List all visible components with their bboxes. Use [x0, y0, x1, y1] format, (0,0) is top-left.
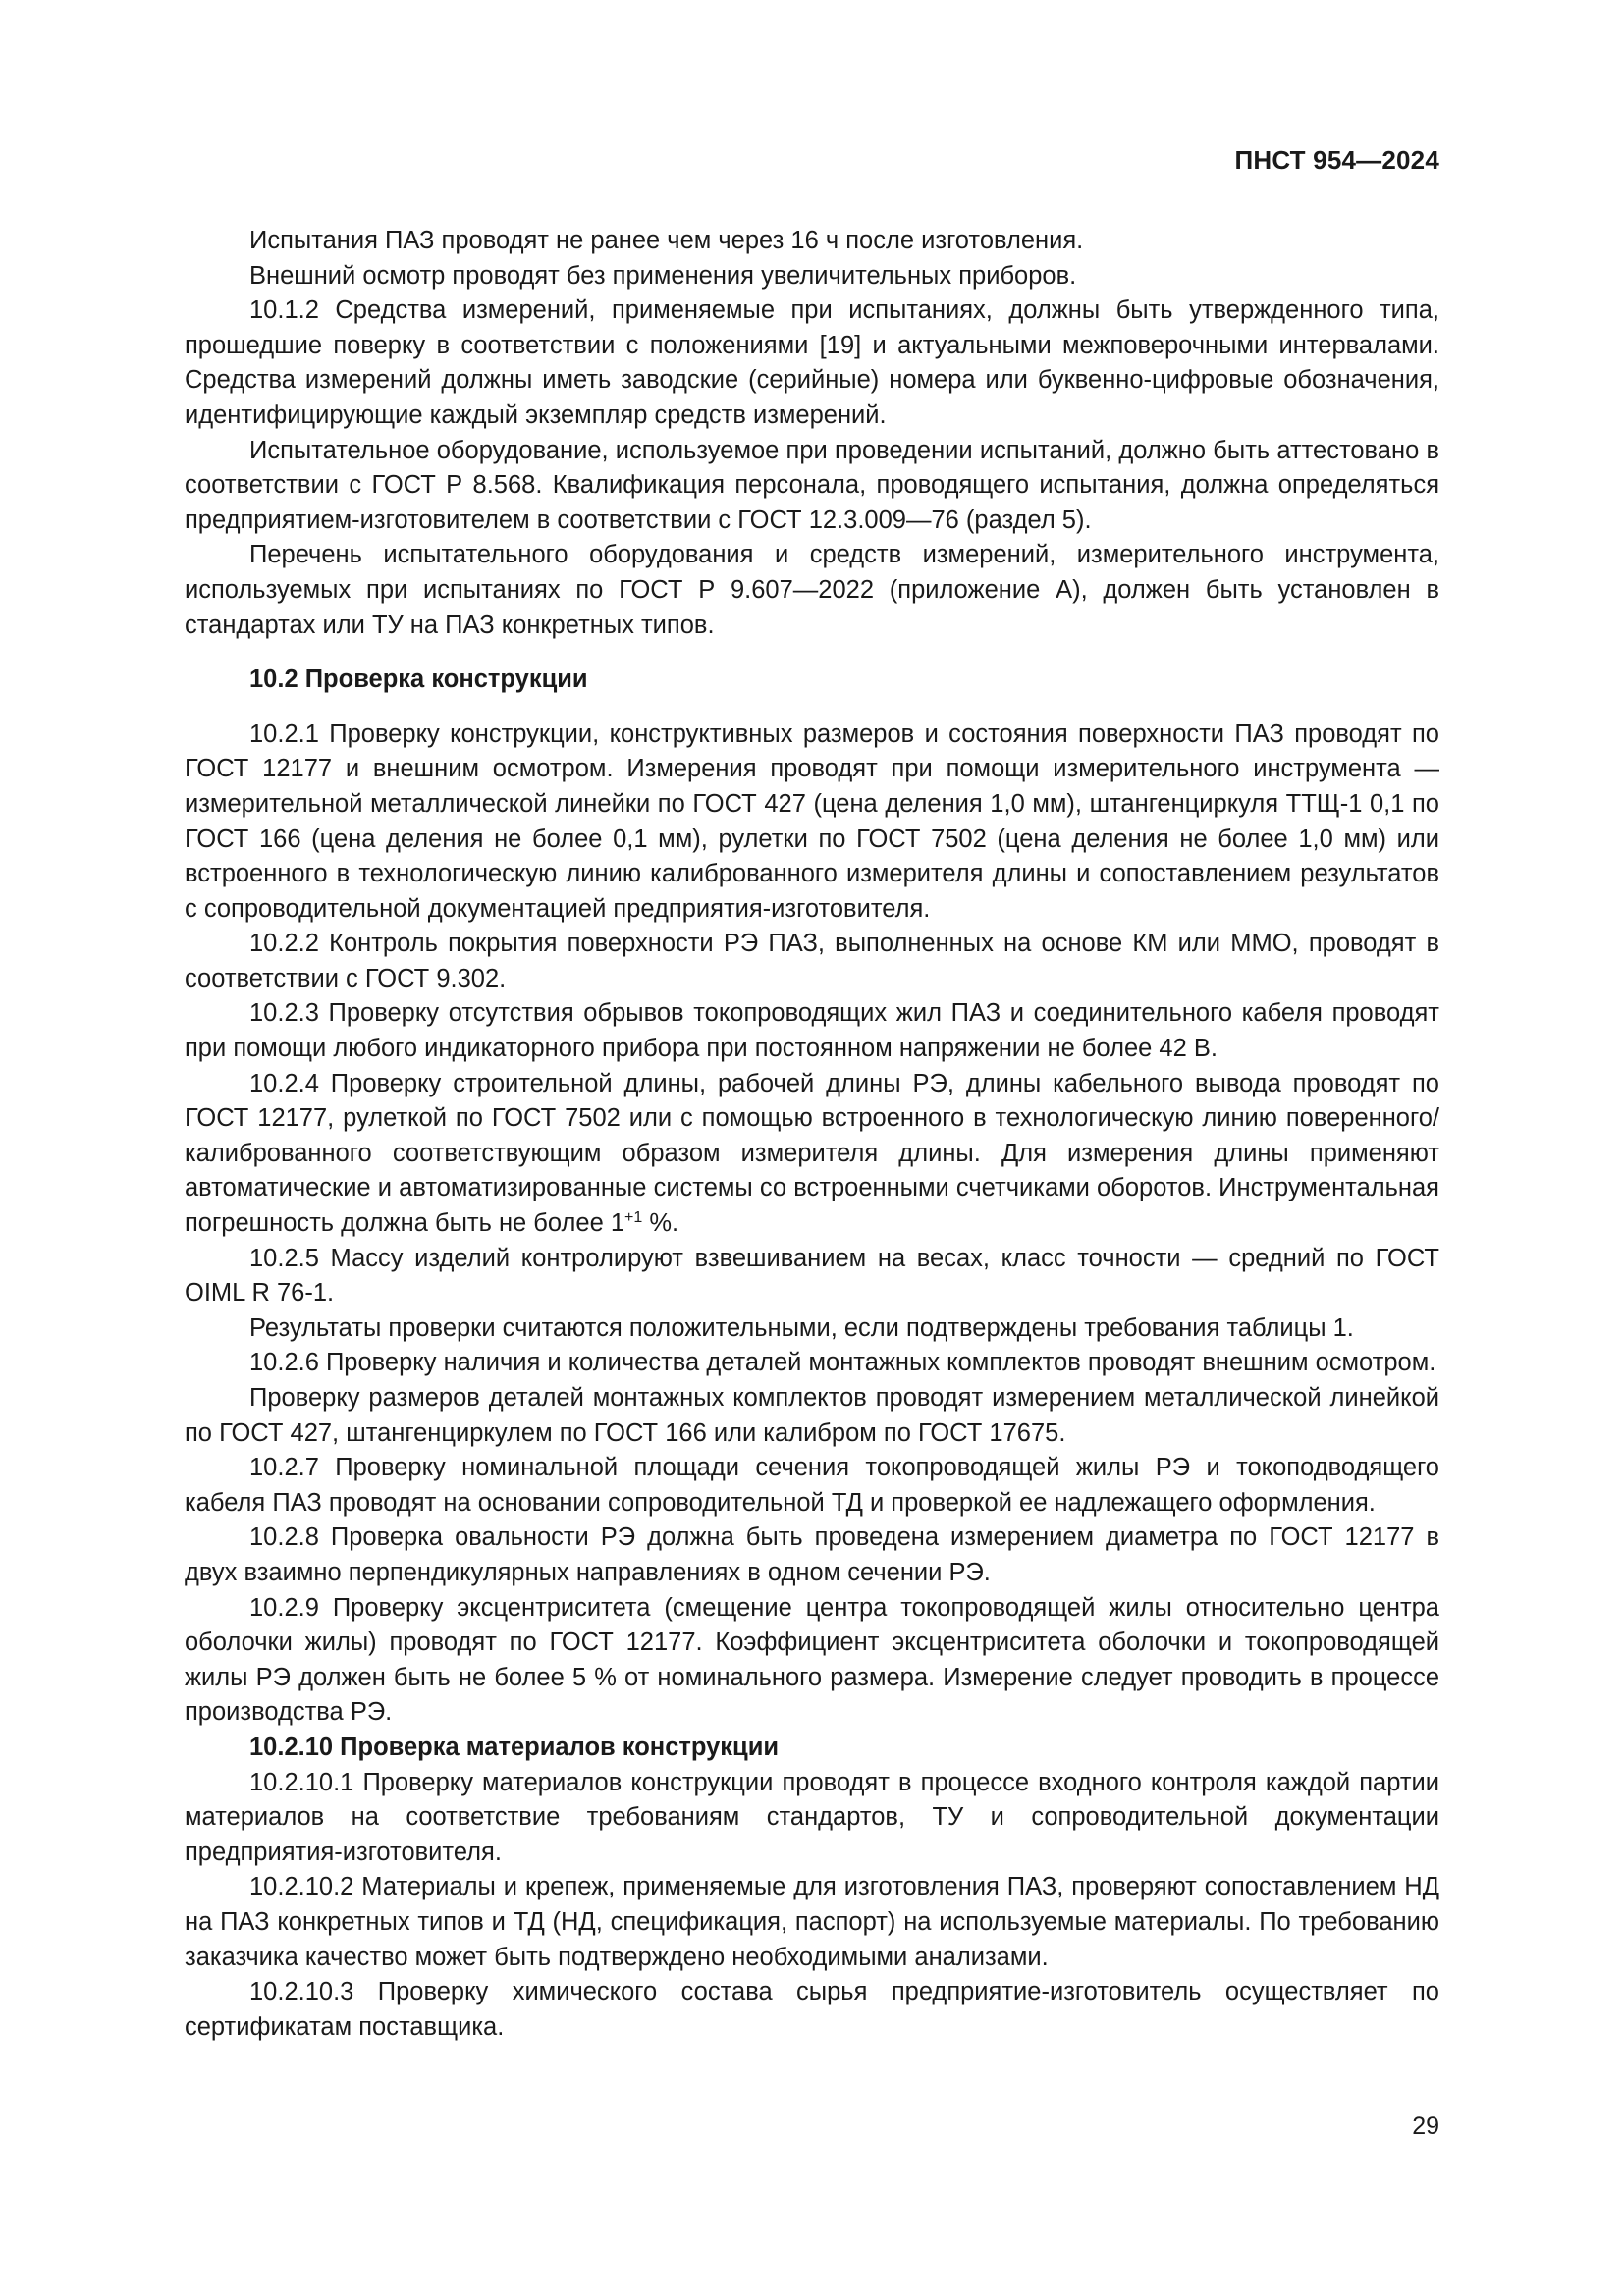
paragraph-10-2-9: 10.2.9 Проверку эксцентриситета (смещение центра токопроводящей жилы относительно центра оболочки жилы) проводят по ГОСТ 12177. Коэффициент эксцентриситета оболочки и токопроводящей жилы РЭ должен быть не более 5 % от номинального размера. Измерение следует проводить в процессе производства РЭ.: [185, 1593, 1439, 1727]
paragraph-10-2-1: 10.2.1 Проверку конструкции, конструктивных размеров и состояния поверхности ПАЗ проводят по ГОСТ 12177 и внешним осмотром. Измерения проводят при помощи измерительного инструмента — измерительной металлической линейки по ГОСТ 427 (цена деления 1,0 мм), штангенциркуля ТТЩ-1 0,1 по ГОСТ 166 (цена деления не более 0,1 мм), рулетки по ГОСТ 7502 (цена деления не более 1,0 мм) или встроенного в технологическую линию калиброванного измерителя длины и сопоставлением результатов с сопроводительной документацией предприятия-изготовителя.: [185, 720, 1439, 923]
paragraph-10-2-10-1: 10.2.10.1 Проверку материалов конструкции проводят в процессе входного контроля каждой партии материалов на соответствие требованиям стандартов, ТУ и сопроводительной документации предприятия-изготовителя.: [185, 1768, 1439, 1866]
document-id-header: ПНСТ 954—2024: [1234, 145, 1439, 175]
section-heading-10-2: 10.2 Проверка конструкции: [249, 666, 588, 694]
page-body: [185, 224, 1439, 2045]
paragraph-10-2-10-3: 10.2.10.3 Проверку химического состава сырья предприятие-изготовитель осуществляет по сертификатам поставщика.: [185, 1978, 1439, 2041]
page-number: 29: [1412, 2112, 1439, 2140]
paragraph-10-2-5: 10.2.5 Массу изделий контролируют взвешиванием на весах, класс точности — средний по ГОСТ OIML R 76-1.: [185, 1244, 1439, 1308]
superscript-tolerance: +1: [624, 1209, 643, 1227]
paragraph: Испытательное оборудование, используемое при проведении испытаний, должно быть аттестовано в соответствии с ГОСТ Р 8.568. Квалификация персонала, проводящего испытания, должна определяться предприятием-изготовителем в соответствии с ГОСТ 12.3.009—76 (раздел 5).: [185, 436, 1439, 534]
paragraph-text: 10.2.4 Проверку строительной длины, рабочей длины РЭ, длины кабельного вывода проводят по ГОСТ 12177, рулеткой по ГОСТ 7502 или с помощью встроенного в технологическую линию поверенного/калиброванного соответствующим образом измерителя длины. Для измерения длины применяют автоматические и автоматизированные системы со встроенными счетчиками оборотов. Инструментальная погрешность должна быть не более 1: [185, 1069, 1439, 1238]
paragraph-results: Результаты проверки считаются положительными, если подтверждены требования таблицы 1.: [249, 1313, 1354, 1342]
paragraph: Испытания ПАЗ проводят не ранее чем через 16 ч после изготовления.: [249, 227, 1084, 254]
paragraph-sizes: Проверку размеров деталей монтажных комплектов проводят измерением металлической линейкой по ГОСТ 427, штангенциркулем по ГОСТ 166 или калибром по ГОСТ 17675.: [185, 1384, 1439, 1447]
paragraph-10-2-6: 10.2.6 Проверку наличия и количества деталей монтажных комплектов проводят внешним осмотром.: [249, 1349, 1436, 1377]
paragraph-10-2-8: 10.2.8 Проверка овальности РЭ должна быть проведена измерением диаметра по ГОСТ 12177 в двух взаимно перпендикулярных направлениях в одном сечении РЭ.: [185, 1523, 1439, 1586]
paragraph-10-2-7: 10.2.7 Проверку номинальной площади сечения токопроводящей жилы РЭ и токоподводящего кабеля ПАЗ проводят на основании сопроводительной ТД и проверкой ее надлежащего оформления.: [185, 1454, 1439, 1517]
paragraph: Перечень испытательного оборудования и средств измерений, измерительного инструмента, используемых при испытаниях по ГОСТ Р 9.607—2022 (приложение А), должен быть установлен в стандартах или ТУ на ПАЗ конкретных типов.: [185, 541, 1439, 639]
paragraph-text-end: %.: [642, 1209, 679, 1238]
paragraph-10-2-2: 10.2.2 Контроль покрытия поверхности РЭ ПАЗ, выполненных на основе КМ или ММО, проводят в соответствии с ГОСТ 9.302.: [185, 930, 1439, 992]
paragraph-10-2-10-2: 10.2.10.2 Материалы и крепеж, применяемые для изготовления ПАЗ, проверяют сопоставлением НД на ПАЗ конкретных типов и ТД (НД, спецификация, паспорт) на используемые материалы. По требованию заказчика качество может быть подтверждено необходимыми анализами.: [185, 1873, 1439, 1971]
section-heading-10-2-10: 10.2.10 Проверка материалов конструкции: [249, 1733, 780, 1761]
paragraph: Внешний осмотр проводят без применения увеличительных приборов.: [249, 261, 1077, 290]
paragraph-10-1-2: 10.1.2 Средства измерений, применяемые при испытаниях, должны быть утвержденного типа, прошедшие поверку в соответствии с положениями [19] и актуальными межповерочными интервалами. Средства измерений должны иметь заводские (серийные) номера или буквенно-цифровые обозначения, идентифицирующие каждый экземпляр средств измерений.: [185, 296, 1439, 429]
paragraph-10-2-4: [185, 1067, 1439, 1242]
paragraph-10-2-3: 10.2.3 Проверку отсутствия обрывов токопроводящих жил ПАЗ и соединительного кабеля проводят при помощи любого индикаторного прибора при постоянном напряжении не более 42 В.: [185, 999, 1439, 1063]
